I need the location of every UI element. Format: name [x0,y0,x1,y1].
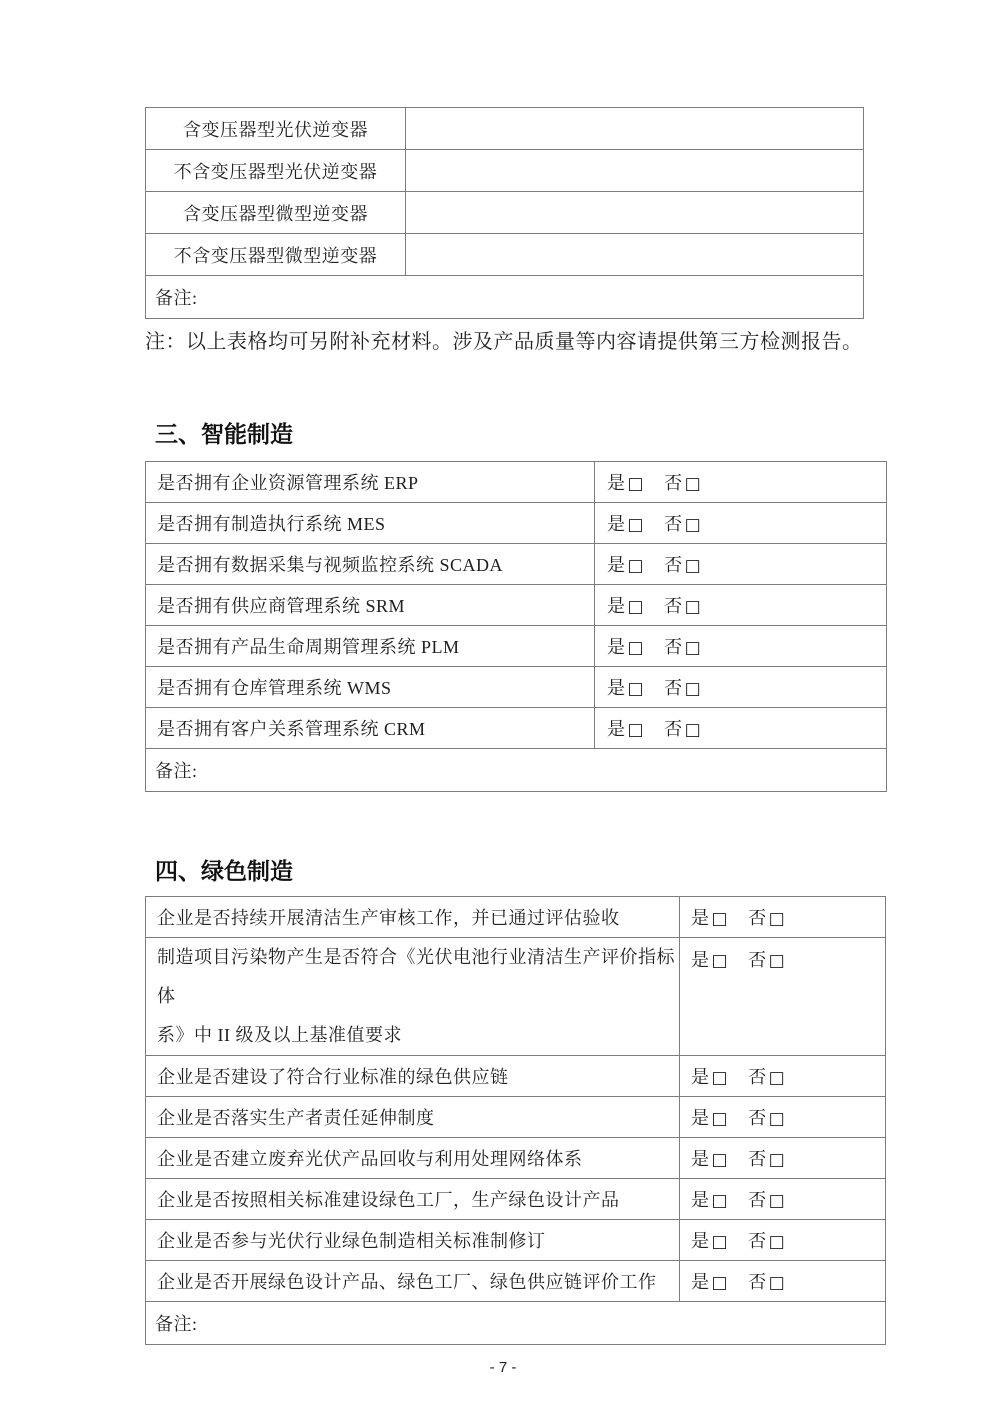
table-row [146,150,864,192]
no-checkbox[interactable]: □ [768,1273,786,1293]
no-label: 否 [748,908,767,928]
question-row [146,1097,886,1138]
question-row [146,462,887,503]
question-text: 是否拥有数据采集与视频监控系统 SCADA [146,544,595,585]
yes-label: 是 [607,555,626,575]
question-text [146,938,680,1056]
remark-label[interactable]: 备注: [146,749,887,792]
value-cell[interactable] [406,150,864,192]
no-checkbox[interactable]: □ [684,720,702,740]
yes-label: 是 [691,908,710,928]
yes-label: 是 [607,719,626,739]
yes-no-cell [680,1097,886,1138]
table-note: 注：以上表格均可另附补充材料。涉及产品质量等内容请提供第三方检测报告。 [145,331,863,353]
question-text: 是否拥有产品生命周期管理系统 PLM [146,626,595,667]
question-text: 企业是否落实生产者责任延伸制度 [146,1097,680,1138]
question-text: 是否拥有仓库管理系统 WMS [146,667,595,708]
no-checkbox[interactable]: □ [684,638,702,658]
question-row [146,938,886,1056]
yes-checkbox[interactable]: □ [627,638,645,658]
no-label: 否 [748,1190,767,1210]
no-checkbox[interactable]: □ [684,597,702,617]
no-checkbox[interactable]: □ [768,1109,786,1129]
yes-no-cell [595,585,887,626]
no-label: 否 [748,1231,767,1251]
question-text: 是否拥有供应商管理系统 SRM [146,585,595,626]
yes-no-cell [595,626,887,667]
product-type-label: 含变压器型光伏逆变器 [146,108,406,150]
yes-checkbox[interactable]: □ [711,1273,729,1293]
no-checkbox[interactable]: □ [768,1191,786,1211]
yes-checkbox[interactable]: □ [627,679,645,699]
yes-label: 是 [691,1067,710,1087]
question-line-2: 系》中 II 级及以上基准值要求 [157,1025,402,1045]
yes-no-cell [595,667,887,708]
yes-no-cell [680,1261,886,1302]
yes-label: 是 [691,950,710,970]
yes-checkbox[interactable]: □ [627,720,645,740]
table-row [146,234,864,276]
question-row [146,1056,886,1097]
no-label: 否 [664,555,683,575]
yes-label: 是 [691,1190,710,1210]
remark-label[interactable]: 备注: [146,1302,886,1345]
yes-checkbox[interactable]: □ [711,1150,729,1170]
question-row [146,626,887,667]
question-row [146,1261,886,1302]
question-line-1: 制造项目污染物产生是否符合《光伏电池行业清洁生产评价指标体 [157,947,675,1006]
no-label: 否 [664,596,683,616]
yes-checkbox[interactable]: □ [627,597,645,617]
section-heading-smart-manufacturing: 三、智能制造 [155,421,293,447]
yes-checkbox[interactable]: □ [627,556,645,576]
product-type-label: 不含变压器型微型逆变器 [146,234,406,276]
question-row [146,1179,886,1220]
no-checkbox[interactable]: □ [684,679,702,699]
no-checkbox[interactable]: □ [684,556,702,576]
question-row [146,1138,886,1179]
section-heading-green-manufacturing: 四、绿色制造 [155,858,293,884]
smart-manufacturing-table [145,461,887,792]
no-label: 否 [748,1067,767,1087]
question-row [146,585,887,626]
remark-row [146,749,887,792]
yes-checkbox[interactable]: □ [627,474,645,494]
yes-no-cell [595,503,887,544]
yes-no-cell [680,938,886,1056]
no-label: 否 [664,678,683,698]
yes-checkbox[interactable]: □ [711,1191,729,1211]
yes-label: 是 [691,1231,710,1251]
document-page [145,0,861,1376]
yes-no-cell [680,897,886,938]
yes-no-cell [680,1220,886,1261]
value-cell[interactable] [406,234,864,276]
remark-row [146,1302,886,1345]
question-text: 企业是否参与光伏行业绿色制造相关标准制修订 [146,1220,680,1261]
no-checkbox[interactable]: □ [768,909,786,929]
question-text: 企业是否建立废弃光伏产品回收与利用处理网络体系 [146,1138,680,1179]
product-type-label: 不含变压器型光伏逆变器 [146,150,406,192]
no-label: 否 [664,473,683,493]
question-text: 是否拥有企业资源管理系统 ERP [146,462,595,503]
no-checkbox[interactable]: □ [684,474,702,494]
question-text: 企业是否建设了符合行业标准的绿色供应链 [146,1056,680,1097]
question-row [146,897,886,938]
question-row [146,667,887,708]
no-checkbox[interactable]: □ [684,515,702,535]
no-label: 否 [664,637,683,657]
no-label: 否 [664,719,683,739]
yes-label: 是 [691,1272,710,1292]
product-table [145,107,864,319]
yes-checkbox[interactable]: □ [711,951,729,971]
value-cell[interactable] [406,192,864,234]
question-text: 企业是否按照相关标准建设绿色工厂，生产绿色设计产品 [146,1179,680,1220]
question-row [146,1220,886,1261]
question-text: 是否拥有制造执行系统 MES [146,503,595,544]
remark-row [146,276,864,319]
yes-checkbox[interactable]: □ [627,515,645,535]
yes-label: 是 [691,1149,710,1169]
no-label: 否 [748,950,767,970]
table-row [146,192,864,234]
question-text: 企业是否持续开展清洁生产审核工作，并已通过评估验收 [146,897,680,938]
yes-checkbox[interactable]: □ [711,1109,729,1129]
no-label: 否 [748,1108,767,1128]
yes-label: 是 [607,637,626,657]
yes-no-cell [680,1179,886,1220]
yes-label: 是 [607,596,626,616]
no-checkbox[interactable]: □ [768,1150,786,1170]
table-row [146,108,864,150]
no-label: 否 [748,1272,767,1292]
yes-no-cell [595,462,887,503]
green-manufacturing-table [145,896,886,1345]
yes-label: 是 [607,514,626,534]
yes-no-cell [680,1138,886,1179]
question-row [146,544,887,585]
yes-no-cell [595,708,887,749]
yes-label: 是 [607,473,626,493]
question-text: 企业是否开展绿色设计产品、绿色工厂、绿色供应链评价工作 [146,1261,680,1302]
yes-no-cell [595,544,887,585]
yes-label: 是 [691,1108,710,1128]
no-checkbox[interactable]: □ [768,951,786,971]
no-label: 否 [748,1149,767,1169]
remark-label[interactable]: 备注: [146,276,864,319]
product-type-label: 含变压器型微型逆变器 [146,192,406,234]
yes-checkbox[interactable]: □ [711,1068,729,1088]
no-label: 否 [664,514,683,534]
yes-label: 是 [607,678,626,698]
page-number: - 7 - [489,1359,517,1376]
value-cell[interactable] [406,108,864,150]
no-checkbox[interactable]: □ [768,1232,786,1252]
yes-no-cell [680,1056,886,1097]
question-text: 是否拥有客户关系管理系统 CRM [146,708,595,749]
yes-checkbox[interactable]: □ [711,909,729,929]
question-row [146,708,887,749]
no-checkbox[interactable]: □ [768,1068,786,1088]
question-row [146,503,887,544]
yes-checkbox[interactable]: □ [711,1232,729,1252]
